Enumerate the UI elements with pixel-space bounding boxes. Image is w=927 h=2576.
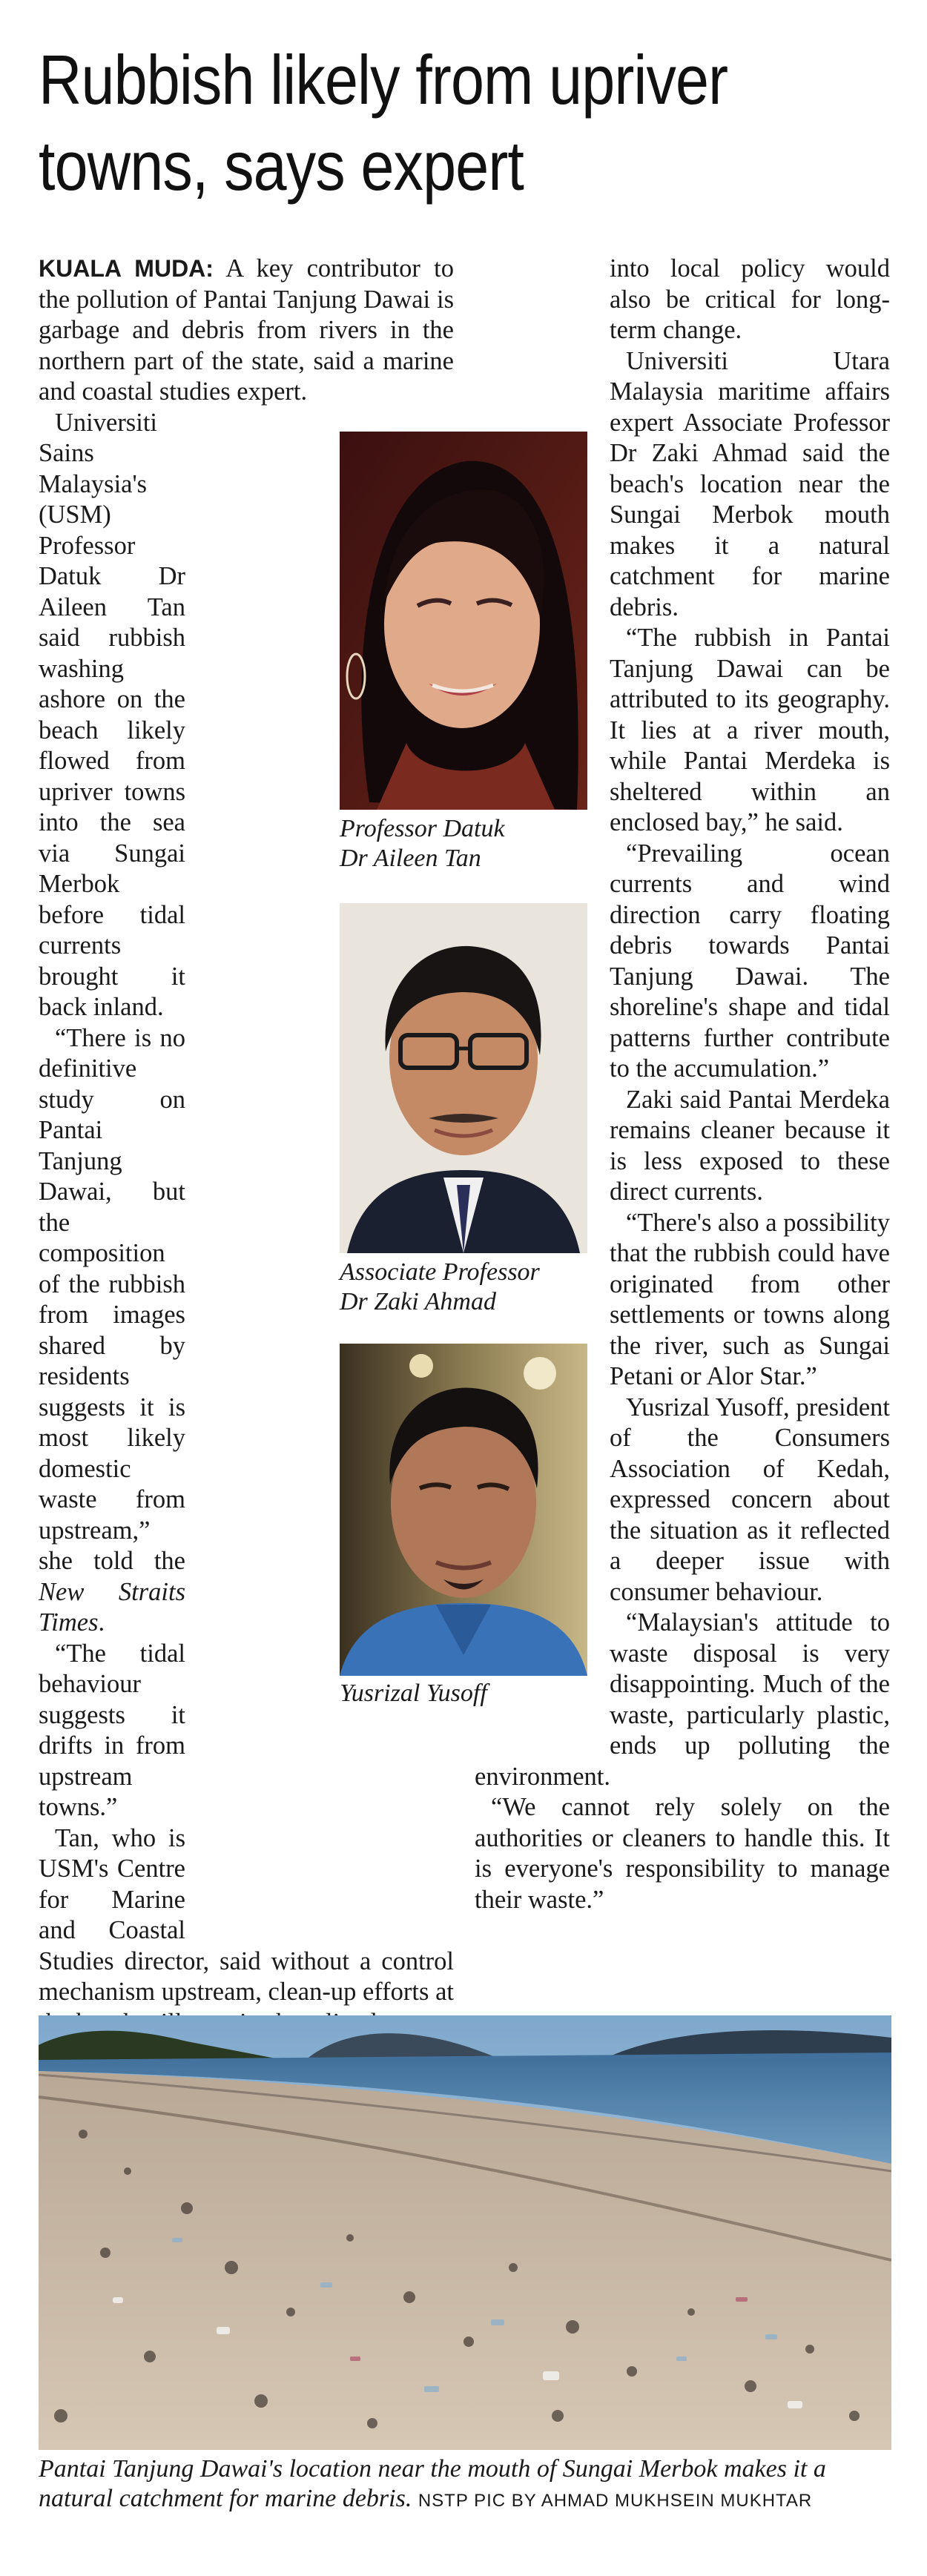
paragraph: Universiti Sains Malaysia's (USM) Professor Datuk Dr Aileen Tan said rubbish washing ashore on the beach likely flowed from upriver towns into the sea via Sungai Merbok before tidal currents brought it back inland. <box>39 408 185 1021</box>
portrait-zaki-ahmad <box>340 903 587 1253</box>
paragraph: into local policy would also be critical for long-term change. <box>610 254 890 344</box>
paragraph: “The rubbish in Pantai Tanjung Dawai can be attributed to its geography. It lies at a river mouth, while Pantai Merdeka is sheltered within an enclosed bay,” he said. <box>610 624 890 836</box>
caption-text: Pantai Tanjung Dawai's location near the mouth of Sungai Merbok makes it a natural catchment for marine debris. <box>39 2455 826 2512</box>
paragraph: Universiti Utara Malaysia maritime affairs expert Associate Professor Dr Zaki Ahmad said the beach's location near the Sungai Merbok mouth makes it a natural catchment for marine debris. <box>610 346 890 621</box>
caption-line: Dr Aileen Tan <box>340 845 481 872</box>
paragraph: “Malaysian's attitude to waste disposal is very disappointing. Much of the waste, particularly plastic, ends up polluting the environment. <box>475 1608 890 1791</box>
caption-line: Dr Zaki Ahmad <box>340 1288 496 1315</box>
paragraph: “There is no definitive study on Pantai Tanjung Dawai, but the composition of the rubbish from images shared by residents suggests it is most likely domestic waste from upstream,” she told the New Straits Times. <box>39 1023 185 1637</box>
beach-photo-caption <box>39 2454 891 2516</box>
caption-aileen-tan <box>340 814 592 873</box>
paragraph: “Prevailing ocean currents and wind direction carry floating debris towards Pantai Tanjung Dawai. The shoreline's shape and tidal patterns further contribute to the accumulation.” <box>610 839 890 1083</box>
portrait-aileen-tan <box>340 432 587 810</box>
headline: Rubbish likely from upriver towns, says expert <box>39 41 728 205</box>
photo-credit: NSTP PIC BY AHMAD MUKHSEIN MUKHTAR <box>418 2491 813 2511</box>
paragraph: Tan, who is USM's Centre for Marine and Coastal Studies director, said without a control mechanism upstream, clean-up efforts at <box>39 1823 454 2006</box>
caption-line: Professor Datuk <box>340 815 505 842</box>
publication-name: New Straits Times <box>39 1577 185 1637</box>
dateline: KUALA MUDA: <box>39 255 214 282</box>
paragraph: “We cannot rely solely on the authorities or cleaners to handle this. It is everyone's responsibility to manage their waste.” <box>475 1793 890 1914</box>
caption-yusrizal-yusoff: Yusrizal Yusoff <box>340 1680 487 1707</box>
caption-line: Associate Professor <box>340 1258 540 1286</box>
paragraph: Zaki said Pantai Merdeka remains cleaner because it is less exposed to these direct currents. <box>610 1085 890 1206</box>
caption-zaki-ahmad <box>340 1258 592 1317</box>
paragraph: “There's also a possibility that the rubbish could have originated from other settlements or towns along the river, such as Sungai Petani or Alor Star.” <box>610 1208 890 1390</box>
beach-photo <box>39 2015 891 2450</box>
paragraph: “The tidal behaviour suggests it drifts in from upstream towns.” <box>39 1639 185 1821</box>
lead-paragraph: KUALA MUDA: A key contributor to the pollution of Pantai Tanjung Dawai is garbage and debris from rivers in the northern part of the state, said a marine and coastal studies expert. <box>39 254 454 406</box>
paragraph: Yusrizal Yusoff, president of the Consumers Association of Kedah, expressed concern about the situation as it reflected a deeper issue with consumer behaviour. <box>610 1393 890 1606</box>
portrait-yusrizal-yusoff <box>340 1344 587 1676</box>
